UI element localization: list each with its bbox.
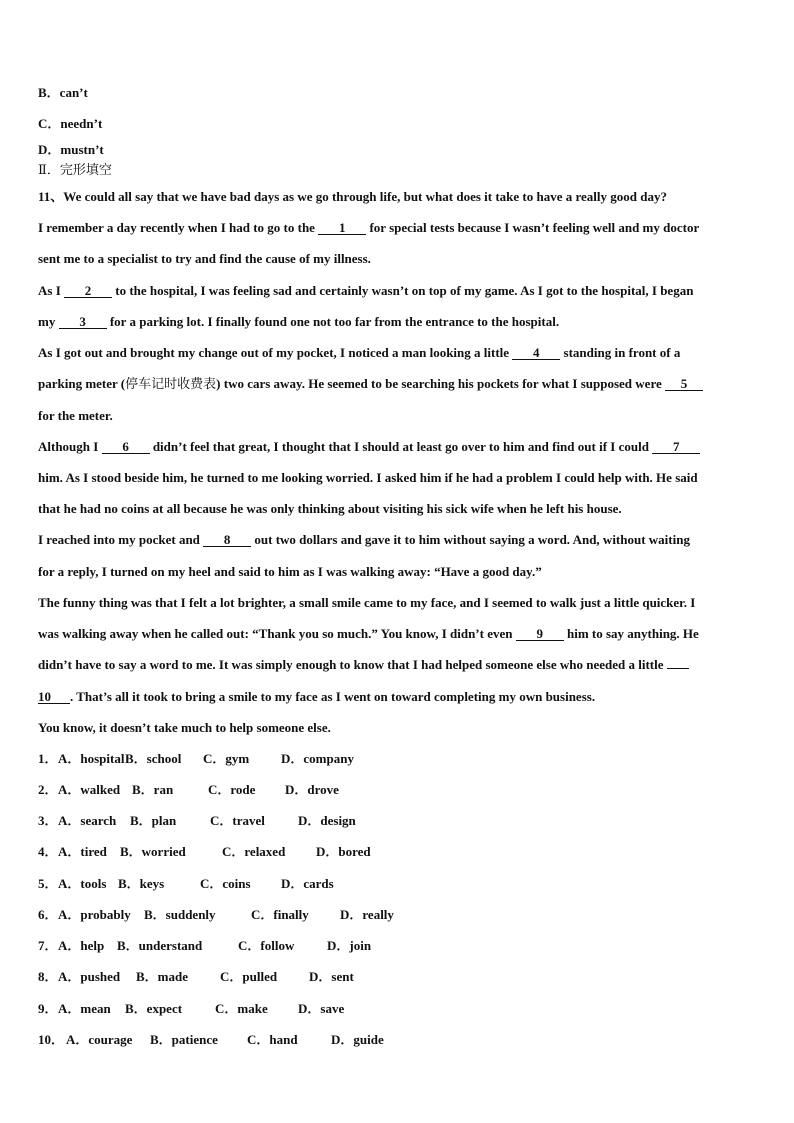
passage-line: 11、We could all say that we have bad days as we go through life, but what does it take to have a really good day?	[38, 189, 667, 204]
option-letter: B．	[132, 782, 154, 797]
option-b	[132, 782, 173, 798]
option-text: design	[320, 813, 356, 828]
blank-8: 8	[203, 533, 251, 547]
option-letter: D．	[298, 1001, 321, 1016]
option-text: worried	[141, 844, 186, 859]
option-text: travel	[232, 813, 265, 828]
option-letter: D．	[298, 813, 321, 828]
option-a	[66, 1032, 132, 1048]
option-letter: D．	[281, 751, 304, 766]
option-text: cards	[303, 876, 334, 891]
option-a	[58, 907, 131, 923]
passage-line: You know, it doesn’t take much to help someone else.	[38, 720, 331, 735]
option-letter: D．	[327, 938, 350, 953]
option-text: expect	[146, 1001, 183, 1016]
option-a	[58, 751, 124, 767]
option-letter: A．	[58, 751, 81, 766]
question-number: 6．	[38, 907, 58, 922]
option-letter: D．	[281, 876, 304, 891]
prev-option-d: D．mustn’t	[38, 142, 104, 157]
option-text: pushed	[80, 969, 121, 984]
passage-line: for a reply, I turned on my heel and said to him as I was walking away: “Have a good day.”	[38, 564, 542, 579]
option-letter: C．	[215, 1001, 238, 1016]
passage-line: I reached into my pocket and 8 out two dollars and gave it to him without saying a word. And, without waiting	[38, 532, 690, 547]
blank-5: 5	[665, 377, 703, 391]
option-letter: C．	[251, 907, 274, 922]
passage-line: I remember a day recently when I had to go to the 1 for special tests because I wasn’t feeling well and my doctor	[38, 220, 700, 235]
option-text: search	[80, 813, 117, 828]
option-c	[222, 844, 285, 860]
option-text: walked	[80, 782, 121, 797]
option-letter: A．	[58, 782, 81, 797]
blank-3: 3	[59, 315, 107, 329]
blank-2: 2	[64, 284, 112, 298]
option-letter: B．	[118, 876, 140, 891]
option-b	[117, 938, 202, 954]
option-letter: A．	[58, 844, 81, 859]
option-d	[281, 876, 334, 892]
option-c	[203, 751, 249, 767]
option-letter: D．	[285, 782, 308, 797]
option-d	[298, 813, 356, 829]
option-text: help	[80, 938, 105, 953]
option-text: join	[349, 938, 372, 953]
passage-line: 10 . That’s all it took to bring a smile to my face as I went on toward completing my own business.	[38, 689, 596, 704]
option-text: relaxed	[244, 844, 286, 859]
option-text: gym	[225, 751, 250, 766]
option-text: plan	[151, 813, 177, 828]
option-a	[58, 969, 120, 985]
option-letter: C．	[247, 1032, 270, 1047]
option-letter: A．	[58, 938, 81, 953]
option-letter: A．	[66, 1032, 89, 1047]
option-b	[150, 1032, 218, 1048]
option-letter: B．	[117, 938, 139, 953]
option-c	[210, 813, 265, 829]
question-number: 3．	[38, 813, 58, 828]
option-letter: C．	[220, 969, 243, 984]
option-text: tools	[80, 876, 107, 891]
option-a	[58, 1001, 111, 1017]
passage-line: that he had no coins at all because he was only thinking about visiting his sick wife when he left his house.	[38, 501, 622, 516]
option-text: mean	[80, 1001, 111, 1016]
option-text: hand	[269, 1032, 298, 1047]
question-number: 8．	[38, 969, 58, 984]
option-d	[309, 969, 354, 985]
option-letter: C．	[222, 844, 245, 859]
option-letter: C．	[200, 876, 223, 891]
option-text: probably	[80, 907, 131, 922]
passage-line: As I got out and brought my change out of my pocket, I noticed a man looking a little 4 standing in front of a	[38, 345, 681, 360]
option-c	[247, 1032, 298, 1048]
option-text: guide	[353, 1032, 384, 1047]
question-number: 9．	[38, 1001, 58, 1016]
option-letter: A．	[58, 969, 81, 984]
passage-line: As I 2 to the hospital, I was feeling sad and certainly wasn’t on top of my game. As I got to the hospital, I began	[38, 283, 694, 298]
blank-6: 6	[102, 440, 150, 454]
option-text: sent	[331, 969, 354, 984]
option-letter: B．	[136, 969, 158, 984]
question-number: 2．	[38, 782, 58, 797]
option-letter: B．	[120, 844, 142, 859]
question-number: 1．	[38, 751, 58, 766]
option-letter: B．	[125, 1001, 147, 1016]
option-text: ran	[153, 782, 174, 797]
option-text: drove	[307, 782, 339, 797]
option-text: keys	[139, 876, 165, 891]
option-text: make	[237, 1001, 268, 1016]
option-letter: C．	[203, 751, 226, 766]
option-text: school	[146, 751, 182, 766]
option-text: coins	[222, 876, 251, 891]
option-text: bored	[338, 844, 371, 859]
option-letter: C．	[210, 813, 233, 828]
option-letter: B．	[130, 813, 152, 828]
option-d	[331, 1032, 384, 1048]
prev-option-b: B．can’t	[38, 85, 88, 100]
option-letter: B．	[144, 907, 166, 922]
option-d	[327, 938, 371, 954]
blank-7: 7	[652, 440, 700, 454]
passage-line: Although I 6 didn’t feel that great, I thought that I should at least go over to him and find out if I could 7	[38, 439, 700, 455]
passage-line: was walking away when he called out: “Thank you so much.” You know, I didn’t even 9 him to say anything. He	[38, 626, 699, 641]
question-number: 7．	[38, 938, 58, 953]
option-text: rode	[230, 782, 256, 797]
option-b	[136, 969, 188, 985]
option-b	[118, 876, 164, 892]
option-b	[144, 907, 216, 923]
option-text: finally	[273, 907, 309, 922]
option-c	[238, 938, 294, 954]
option-d	[316, 844, 371, 860]
option-d	[340, 907, 394, 923]
option-a	[58, 844, 107, 860]
passage-line: my 3 for a parking lot. I finally found one not too far from the entrance to the hospital.	[38, 314, 560, 329]
blank-9: 9	[516, 627, 564, 641]
option-text: made	[157, 969, 189, 984]
question-number: 4．	[38, 844, 58, 859]
option-text: really	[362, 907, 394, 922]
option-letter: C．	[238, 938, 261, 953]
option-a	[58, 876, 106, 892]
option-a	[58, 813, 116, 829]
blank-10-start	[667, 668, 689, 669]
option-text: hospital	[80, 751, 125, 766]
option-d	[285, 782, 339, 798]
option-b	[125, 1001, 182, 1017]
passage-line: The funny thing was that I felt a lot brighter, a small smile came to my face, and I seemed to walk just a little quicker. I	[38, 595, 696, 610]
question-number: 10．	[38, 1032, 65, 1047]
option-text: suddenly	[165, 907, 216, 922]
option-c	[251, 907, 309, 923]
option-c	[215, 1001, 268, 1017]
option-text: pulled	[242, 969, 278, 984]
option-letter: D．	[316, 844, 339, 859]
option-a	[58, 782, 120, 798]
option-letter: A．	[58, 813, 81, 828]
option-text: courage	[88, 1032, 133, 1047]
question-number: 5．	[38, 876, 58, 891]
section-title: Ⅱ．完形填空	[38, 162, 112, 177]
option-text: patience	[171, 1032, 218, 1047]
option-text: company	[303, 751, 354, 766]
option-letter: D．	[331, 1032, 354, 1047]
option-text: understand	[138, 938, 203, 953]
option-b	[130, 813, 176, 829]
option-c	[220, 969, 277, 985]
option-letter: D．	[340, 907, 363, 922]
option-text: follow	[260, 938, 295, 953]
prev-option-c: C．needn’t	[38, 116, 103, 131]
option-letter: D．	[309, 969, 332, 984]
passage-line: for the meter.	[38, 408, 113, 423]
option-letter: C．	[208, 782, 231, 797]
option-letter: A．	[58, 1001, 81, 1016]
option-a	[58, 938, 104, 954]
option-d	[298, 1001, 344, 1017]
blank-10: 10	[38, 690, 70, 704]
option-letter: A．	[58, 907, 81, 922]
option-letter: A．	[58, 876, 81, 891]
passage-line: sent me to a specialist to try and find the cause of my illness.	[38, 251, 371, 266]
option-letter: B．	[150, 1032, 172, 1047]
blank-4: 4	[512, 346, 560, 360]
option-c	[208, 782, 255, 798]
passage-line: didn’t have to say a word to me. It was simply enough to know that I had helped someone else who needed a little	[38, 657, 689, 673]
blank-1: 1	[318, 221, 366, 235]
option-text: tired	[80, 844, 107, 859]
option-c	[200, 876, 251, 892]
option-b	[125, 751, 181, 767]
option-b	[120, 844, 186, 860]
passage-line: him. As I stood beside him, he turned to me looking worried. I asked him if he had a problem I could help with. He said	[38, 470, 698, 485]
option-text: save	[320, 1001, 345, 1016]
option-d	[281, 751, 354, 767]
passage-line: parking meter (停车记时收费表) two cars away. He seemed to be searching his pockets for what I supposed were 5	[38, 376, 703, 392]
option-letter: B．	[125, 751, 147, 766]
